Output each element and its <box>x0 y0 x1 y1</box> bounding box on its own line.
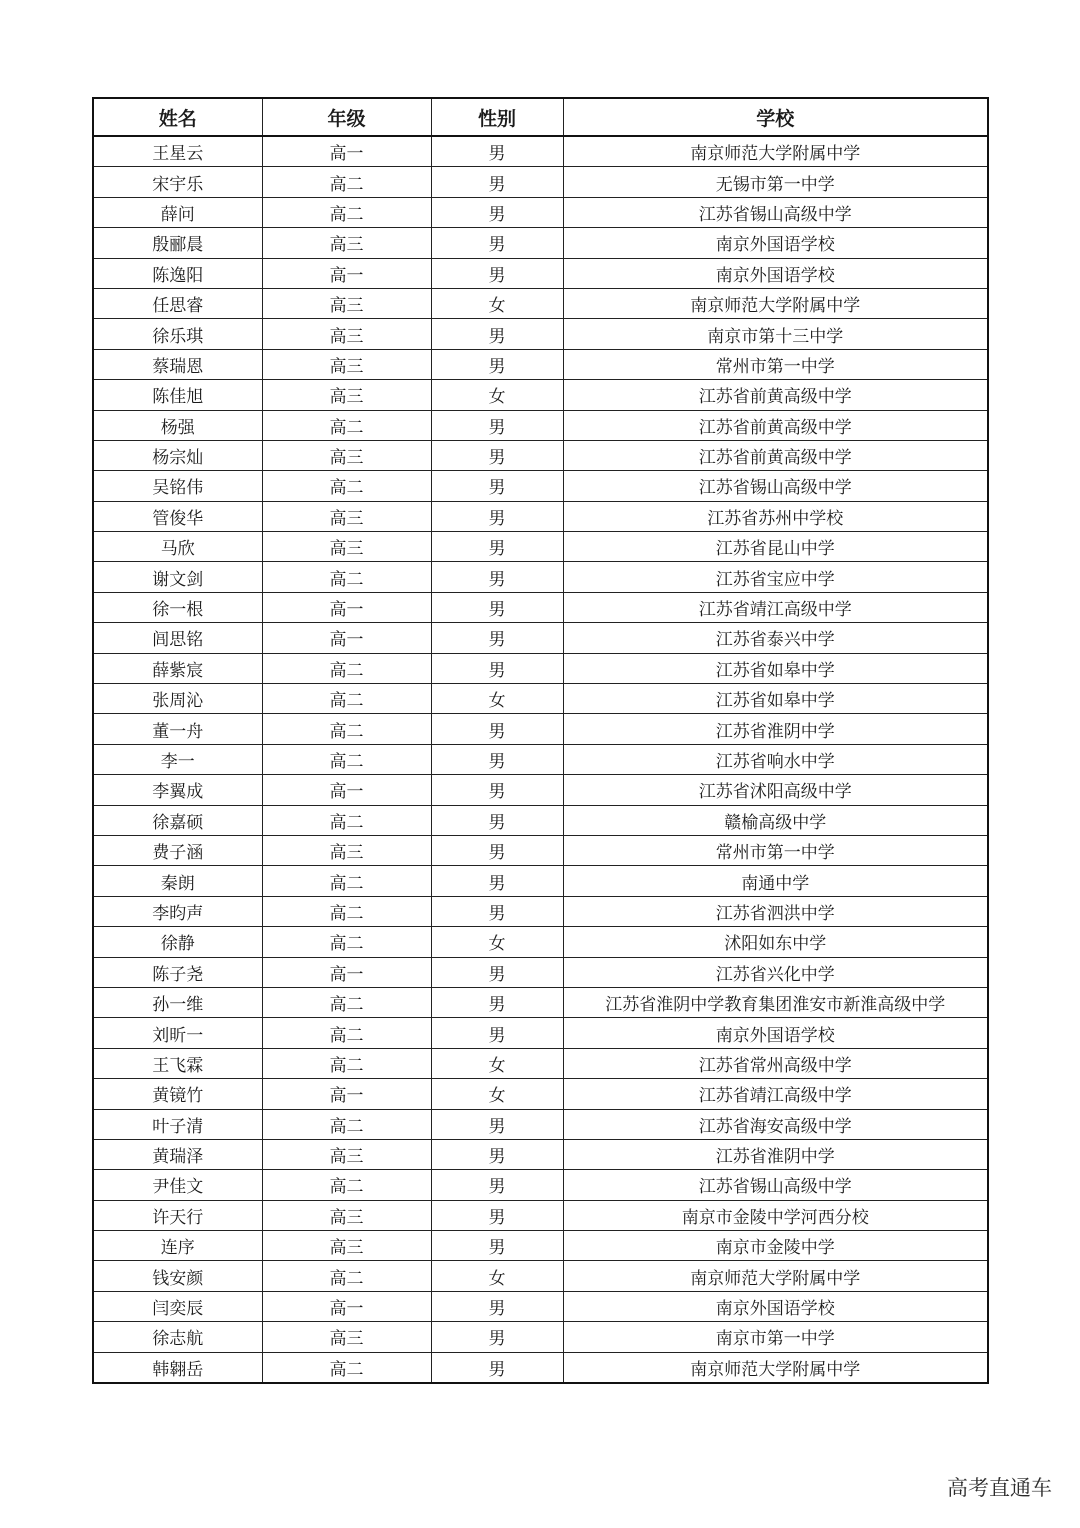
cell-school: 江苏省沭阳高级中学 <box>563 775 988 805</box>
cell-grade: 高二 <box>262 1109 431 1139</box>
cell-name: 蔡瑞恩 <box>93 349 262 379</box>
cell-gender: 男 <box>431 987 563 1017</box>
cell-gender: 男 <box>431 896 563 926</box>
cell-grade: 高二 <box>262 896 431 926</box>
cell-name: 闾思铭 <box>93 623 262 653</box>
cell-name: 王星云 <box>93 136 262 167</box>
table-row <box>93 714 988 744</box>
cell-gender: 男 <box>431 349 563 379</box>
cell-gender: 男 <box>431 866 563 896</box>
cell-name: 许天行 <box>93 1200 262 1230</box>
cell-school: 江苏省靖江高级中学 <box>563 1079 988 1109</box>
cell-name: 陈逸阳 <box>93 258 262 288</box>
table-row <box>93 228 988 258</box>
cell-school: 江苏省宝应中学 <box>563 562 988 592</box>
cell-grade: 高二 <box>262 866 431 896</box>
table-row <box>93 1231 988 1261</box>
cell-gender: 女 <box>431 380 563 410</box>
cell-grade: 高三 <box>262 228 431 258</box>
cell-name: 殷郦晨 <box>93 228 262 258</box>
cell-gender: 男 <box>431 775 563 805</box>
cell-name: 钱安颜 <box>93 1261 262 1291</box>
table-row <box>93 349 988 379</box>
cell-name: 马欣 <box>93 532 262 562</box>
cell-grade: 高一 <box>262 258 431 288</box>
cell-gender: 男 <box>431 1200 563 1230</box>
cell-school: 无锡市第一中学 <box>563 167 988 197</box>
table-row <box>93 167 988 197</box>
table-row <box>93 684 988 714</box>
cell-name: 李昀声 <box>93 896 262 926</box>
cell-gender: 男 <box>431 197 563 227</box>
table-row <box>93 744 988 774</box>
table-row <box>93 471 988 501</box>
student-roster-table <box>92 97 989 1384</box>
cell-gender: 男 <box>431 653 563 683</box>
cell-grade: 高二 <box>262 805 431 835</box>
cell-gender: 男 <box>431 744 563 774</box>
cell-gender: 男 <box>431 136 563 167</box>
cell-school: 江苏省如皋中学 <box>563 684 988 714</box>
cell-school: 江苏省泰兴中学 <box>563 623 988 653</box>
cell-gender: 男 <box>431 258 563 288</box>
table-row <box>93 501 988 531</box>
cell-gender: 男 <box>431 1170 563 1200</box>
cell-gender: 女 <box>431 1261 563 1291</box>
cell-name: 杨宗灿 <box>93 440 262 470</box>
cell-grade: 高一 <box>262 1079 431 1109</box>
cell-school: 南京市第一中学 <box>563 1322 988 1352</box>
cell-gender: 男 <box>431 410 563 440</box>
cell-name: 黄镜竹 <box>93 1079 262 1109</box>
cell-grade: 高三 <box>262 1139 431 1169</box>
cell-name: 吴铭伟 <box>93 471 262 501</box>
cell-school: 南京师范大学附属中学 <box>563 136 988 167</box>
cell-gender: 男 <box>431 532 563 562</box>
cell-school: 常州市第一中学 <box>563 835 988 865</box>
cell-school: 江苏省常州高级中学 <box>563 1048 988 1078</box>
header-gender: 性别 <box>431 98 563 136</box>
cell-grade: 高三 <box>262 319 431 349</box>
header-school: 学校 <box>563 98 988 136</box>
cell-school: 沭阳如东中学 <box>563 927 988 957</box>
cell-school: 常州市第一中学 <box>563 349 988 379</box>
cell-school: 南京师范大学附属中学 <box>563 288 988 318</box>
table-row <box>93 866 988 896</box>
cell-grade: 高一 <box>262 957 431 987</box>
table-row <box>93 805 988 835</box>
cell-school: 江苏省如皋中学 <box>563 653 988 683</box>
cell-school: 赣榆高级中学 <box>563 805 988 835</box>
table-row <box>93 1018 988 1048</box>
cell-name: 李翼成 <box>93 775 262 805</box>
table-row <box>93 896 988 926</box>
cell-grade: 高二 <box>262 1170 431 1200</box>
table-row <box>93 1261 988 1291</box>
cell-gender: 女 <box>431 288 563 318</box>
cell-grade: 高三 <box>262 532 431 562</box>
cell-gender: 男 <box>431 1322 563 1352</box>
table-row <box>93 987 988 1017</box>
cell-grade: 高三 <box>262 835 431 865</box>
cell-school: 南京市第十三中学 <box>563 319 988 349</box>
cell-grade: 高一 <box>262 592 431 622</box>
cell-school: 南京外国语学校 <box>563 1018 988 1048</box>
table-row <box>93 653 988 683</box>
cell-grade: 高三 <box>262 1322 431 1352</box>
table-row <box>93 623 988 653</box>
cell-gender: 男 <box>431 714 563 744</box>
cell-school: 南京外国语学校 <box>563 258 988 288</box>
table-row <box>93 1322 988 1352</box>
cell-name: 董一舟 <box>93 714 262 744</box>
cell-name: 孙一维 <box>93 987 262 1017</box>
cell-gender: 男 <box>431 1018 563 1048</box>
table-row <box>93 775 988 805</box>
cell-gender: 男 <box>431 1139 563 1169</box>
cell-gender: 男 <box>431 957 563 987</box>
cell-school: 南京外国语学校 <box>563 228 988 258</box>
cell-grade: 高二 <box>262 1261 431 1291</box>
cell-grade: 高三 <box>262 1231 431 1261</box>
table-row <box>93 1170 988 1200</box>
cell-gender: 男 <box>431 1109 563 1139</box>
table-row <box>93 440 988 470</box>
cell-grade: 高三 <box>262 288 431 318</box>
cell-name: 陈子尧 <box>93 957 262 987</box>
cell-grade: 高二 <box>262 410 431 440</box>
table-row <box>93 410 988 440</box>
table-row <box>93 835 988 865</box>
cell-school: 江苏省泗洪中学 <box>563 896 988 926</box>
cell-gender: 男 <box>431 1231 563 1261</box>
table-row <box>93 592 988 622</box>
cell-name: 徐一根 <box>93 592 262 622</box>
cell-grade: 高二 <box>262 714 431 744</box>
cell-school: 南京师范大学附属中学 <box>563 1352 988 1383</box>
cell-gender: 男 <box>431 471 563 501</box>
cell-grade: 高二 <box>262 653 431 683</box>
cell-school: 江苏省前黄高级中学 <box>563 440 988 470</box>
cell-name: 徐嘉硕 <box>93 805 262 835</box>
cell-school: 江苏省前黄高级中学 <box>563 380 988 410</box>
table-row <box>93 1200 988 1230</box>
cell-school: 江苏省海安高级中学 <box>563 1109 988 1139</box>
table-row <box>93 1139 988 1169</box>
cell-name: 连序 <box>93 1231 262 1261</box>
cell-name: 韩翱岳 <box>93 1352 262 1383</box>
cell-name: 薛紫宸 <box>93 653 262 683</box>
cell-name: 张周沁 <box>93 684 262 714</box>
cell-gender: 男 <box>431 440 563 470</box>
cell-grade: 高三 <box>262 501 431 531</box>
cell-grade: 高一 <box>262 1291 431 1321</box>
watermark-text: 高考直通车 <box>947 1476 1052 1500</box>
table-row <box>93 562 988 592</box>
cell-gender: 女 <box>431 927 563 957</box>
table-row <box>93 957 988 987</box>
cell-school: 江苏省苏州中学校 <box>563 501 988 531</box>
cell-grade: 高二 <box>262 744 431 774</box>
cell-school: 南通中学 <box>563 866 988 896</box>
cell-grade: 高二 <box>262 197 431 227</box>
cell-school: 江苏省兴化中学 <box>563 957 988 987</box>
cell-grade: 高三 <box>262 349 431 379</box>
cell-school: 江苏省锡山高级中学 <box>563 471 988 501</box>
cell-school: 江苏省锡山高级中学 <box>563 1170 988 1200</box>
cell-school: 江苏省靖江高级中学 <box>563 592 988 622</box>
cell-school: 江苏省前黄高级中学 <box>563 410 988 440</box>
cell-name: 杨强 <box>93 410 262 440</box>
table-row <box>93 136 988 167</box>
cell-name: 陈佳旭 <box>93 380 262 410</box>
cell-school: 江苏省昆山中学 <box>563 532 988 562</box>
cell-name: 徐静 <box>93 927 262 957</box>
cell-gender: 男 <box>431 562 563 592</box>
cell-grade: 高二 <box>262 1018 431 1048</box>
cell-grade: 高二 <box>262 167 431 197</box>
cell-gender: 男 <box>431 805 563 835</box>
cell-gender: 男 <box>431 835 563 865</box>
cell-gender: 男 <box>431 1352 563 1383</box>
cell-grade: 高三 <box>262 380 431 410</box>
table-row <box>93 1352 988 1383</box>
cell-grade: 高二 <box>262 1352 431 1383</box>
cell-name: 徐乐琪 <box>93 319 262 349</box>
cell-name: 叶子清 <box>93 1109 262 1139</box>
cell-school: 南京市金陵中学 <box>563 1231 988 1261</box>
cell-gender: 男 <box>431 1291 563 1321</box>
cell-school: 江苏省淮阴中学教育集团淮安市新淮高级中学 <box>563 987 988 1017</box>
cell-gender: 男 <box>431 623 563 653</box>
cell-grade: 高二 <box>262 927 431 957</box>
cell-gender: 男 <box>431 167 563 197</box>
cell-grade: 高一 <box>262 775 431 805</box>
cell-name: 闫奕辰 <box>93 1291 262 1321</box>
cell-name: 任思睿 <box>93 288 262 318</box>
cell-grade: 高三 <box>262 440 431 470</box>
cell-name: 王飞霖 <box>93 1048 262 1078</box>
cell-grade: 高一 <box>262 623 431 653</box>
cell-name: 秦朗 <box>93 866 262 896</box>
cell-name: 李一 <box>93 744 262 774</box>
cell-school: 江苏省淮阴中学 <box>563 714 988 744</box>
cell-gender: 女 <box>431 684 563 714</box>
table-row <box>93 1291 988 1321</box>
cell-name: 徐志航 <box>93 1322 262 1352</box>
table-row <box>93 319 988 349</box>
table-row <box>93 1079 988 1109</box>
cell-gender: 女 <box>431 1079 563 1109</box>
cell-name: 黄瑞泽 <box>93 1139 262 1169</box>
cell-grade: 高二 <box>262 684 431 714</box>
cell-school: 南京外国语学校 <box>563 1291 988 1321</box>
cell-school: 南京师范大学附属中学 <box>563 1261 988 1291</box>
table-row <box>93 380 988 410</box>
table-row <box>93 197 988 227</box>
table-body <box>93 136 988 1383</box>
cell-school: 江苏省锡山高级中学 <box>563 197 988 227</box>
header-grade: 年级 <box>262 98 431 136</box>
cell-gender: 女 <box>431 1048 563 1078</box>
cell-name: 管俊华 <box>93 501 262 531</box>
table-row <box>93 1109 988 1139</box>
cell-name: 费子涵 <box>93 835 262 865</box>
cell-grade: 高三 <box>262 1200 431 1230</box>
table-row <box>93 1048 988 1078</box>
header-name: 姓名 <box>93 98 262 136</box>
cell-school: 江苏省淮阴中学 <box>563 1139 988 1169</box>
cell-gender: 男 <box>431 228 563 258</box>
cell-name: 尹佳文 <box>93 1170 262 1200</box>
table-row <box>93 288 988 318</box>
cell-name: 宋宇乐 <box>93 167 262 197</box>
cell-grade: 高一 <box>262 136 431 167</box>
cell-gender: 男 <box>431 501 563 531</box>
cell-name: 薛问 <box>93 197 262 227</box>
cell-gender: 男 <box>431 319 563 349</box>
cell-school: 南京市金陵中学河西分校 <box>563 1200 988 1230</box>
cell-grade: 高二 <box>262 471 431 501</box>
cell-grade: 高二 <box>262 562 431 592</box>
cell-school: 江苏省响水中学 <box>563 744 988 774</box>
cell-grade: 高二 <box>262 1048 431 1078</box>
cell-name: 谢文剑 <box>93 562 262 592</box>
table-header-row <box>93 98 988 136</box>
table-row <box>93 532 988 562</box>
cell-name: 刘昕一 <box>93 1018 262 1048</box>
cell-grade: 高二 <box>262 987 431 1017</box>
table-row <box>93 927 988 957</box>
table-row <box>93 258 988 288</box>
cell-gender: 男 <box>431 592 563 622</box>
